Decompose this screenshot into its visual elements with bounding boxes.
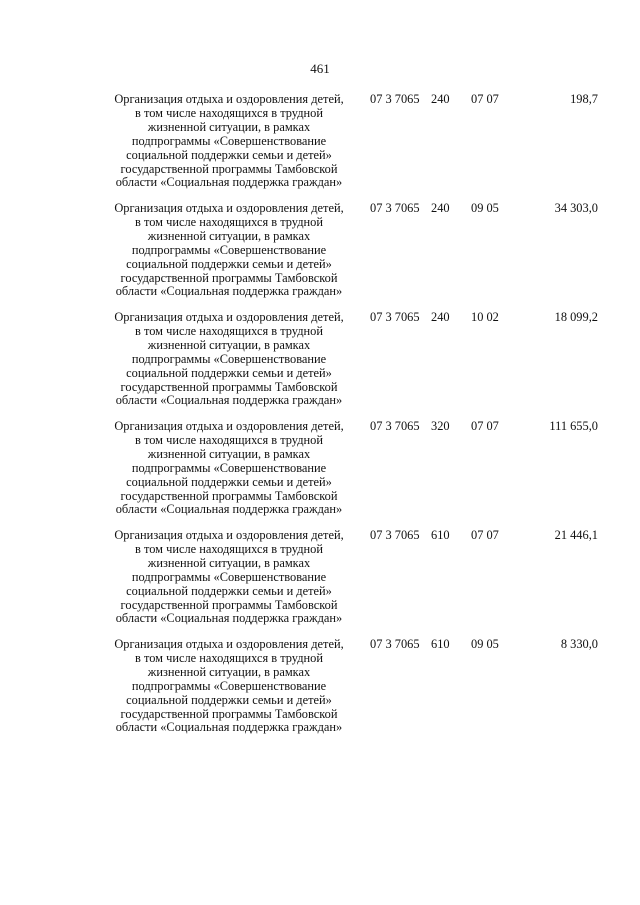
description-line: подпрограммы «Совершенствование — [131, 569, 327, 584]
description-line: области «Социальная поддержка граждан» — [115, 720, 343, 735]
description-line: государственной программы Тамбовской — [120, 706, 338, 721]
section-code: 07 07 — [471, 528, 499, 542]
description-line: Организация отдыха и оздоровления детей, — [114, 92, 344, 106]
amount: 34 303,0 — [554, 201, 598, 215]
description-line: социальной поддержки семьи и детей» — [126, 147, 332, 162]
amount: 21 446,1 — [554, 528, 598, 542]
description-line: области «Социальная поддержка граждан» — [115, 502, 343, 517]
section-code: 07 07 — [471, 419, 499, 433]
description-line: Организация отдыха и оздоровления детей, — [114, 201, 344, 215]
description-line: жизненной ситуации, в рамках — [147, 228, 311, 243]
description-line: области «Социальная поддержка граждан» — [115, 175, 343, 190]
target-article-code: 07 3 7065 — [370, 201, 420, 215]
expense-type-code: 320 — [431, 419, 450, 433]
table-row — [0, 202, 640, 311]
description-line: в том числе находящихся в трудной — [135, 214, 323, 229]
expense-type-code: 240 — [431, 92, 450, 106]
description-line: Организация отдыха и оздоровления детей, — [114, 419, 344, 433]
target-article-code: 07 3 7065 — [370, 92, 420, 106]
description-line: области «Социальная поддержка граждан» — [115, 284, 343, 299]
description-line: жизненной ситуации, в рамках — [147, 555, 311, 570]
section-code: 09 05 — [471, 637, 499, 651]
row-description — [98, 420, 360, 517]
description-line: государственной программы Тамбовской — [120, 379, 338, 394]
expense-type-code: 240 — [431, 201, 450, 215]
target-article-code: 07 3 7065 — [370, 419, 420, 433]
target-article-code: 07 3 7065 — [370, 637, 420, 651]
budget-table — [0, 93, 640, 747]
section-code: 07 07 — [471, 92, 499, 106]
description-line: социальной поддержки семьи и детей» — [126, 692, 332, 707]
description-line: в том числе находящихся в трудной — [135, 432, 323, 447]
description-line: жизненной ситуации, в рамках — [147, 337, 311, 352]
description-line: в том числе находящихся в трудной — [135, 650, 323, 665]
description-line: государственной программы Тамбовской — [120, 161, 338, 176]
section-code: 10 02 — [471, 310, 499, 324]
expense-type-code: 240 — [431, 310, 450, 324]
expense-type-code: 610 — [431, 637, 450, 651]
description-line: государственной программы Тамбовской — [120, 597, 338, 612]
expense-type-code: 610 — [431, 528, 450, 542]
description-line: социальной поддержки семьи и детей» — [126, 365, 332, 380]
description-line: подпрограммы «Совершенствование — [131, 678, 327, 693]
table-row — [0, 529, 640, 638]
page-number: 461 — [310, 61, 330, 76]
description-line: государственной программы Тамбовской — [120, 488, 338, 503]
row-description — [98, 529, 360, 626]
target-article-code: 07 3 7065 — [370, 528, 420, 542]
table-row — [0, 93, 640, 202]
description-line: Организация отдыха и оздоровления детей, — [114, 528, 344, 542]
description-line: подпрограммы «Совершенствование — [131, 242, 327, 257]
row-description — [98, 93, 360, 190]
section-code: 09 05 — [471, 201, 499, 215]
description-line: области «Социальная поддержка граждан» — [115, 393, 343, 408]
description-line: жизненной ситуации, в рамках — [147, 446, 311, 461]
description-line: жизненной ситуации, в рамках — [147, 664, 311, 679]
description-line: социальной поддержки семьи и детей» — [126, 256, 332, 271]
row-description — [98, 202, 360, 299]
amount: 111 655,0 — [549, 419, 598, 433]
description-line: жизненной ситуации, в рамках — [147, 119, 311, 134]
description-line: Организация отдыха и оздоровления детей, — [114, 310, 344, 324]
description-line: социальной поддержки семьи и детей» — [126, 583, 332, 598]
amount: 18 099,2 — [554, 310, 598, 324]
amount: 198,7 — [570, 92, 598, 106]
row-description — [98, 638, 360, 735]
description-line: подпрограммы «Совершенствование — [131, 133, 327, 148]
table-row — [0, 638, 640, 747]
table-row — [0, 420, 640, 529]
description-line: социальной поддержки семьи и детей» — [126, 474, 332, 489]
target-article-code: 07 3 7065 — [370, 310, 420, 324]
description-line: области «Социальная поддержка граждан» — [115, 611, 343, 626]
description-line: в том числе находящихся в трудной — [135, 541, 323, 556]
amount: 8 330,0 — [560, 637, 598, 651]
description-line: подпрограммы «Совершенствование — [131, 351, 327, 366]
description-line: государственной программы Тамбовской — [120, 270, 338, 285]
description-line: подпрограммы «Совершенствование — [131, 460, 327, 475]
description-line: в том числе находящихся в трудной — [135, 105, 323, 120]
row-description — [98, 311, 360, 408]
description-line: в том числе находящихся в трудной — [135, 323, 323, 338]
description-line: Организация отдыха и оздоровления детей, — [114, 637, 344, 651]
table-row — [0, 311, 640, 420]
